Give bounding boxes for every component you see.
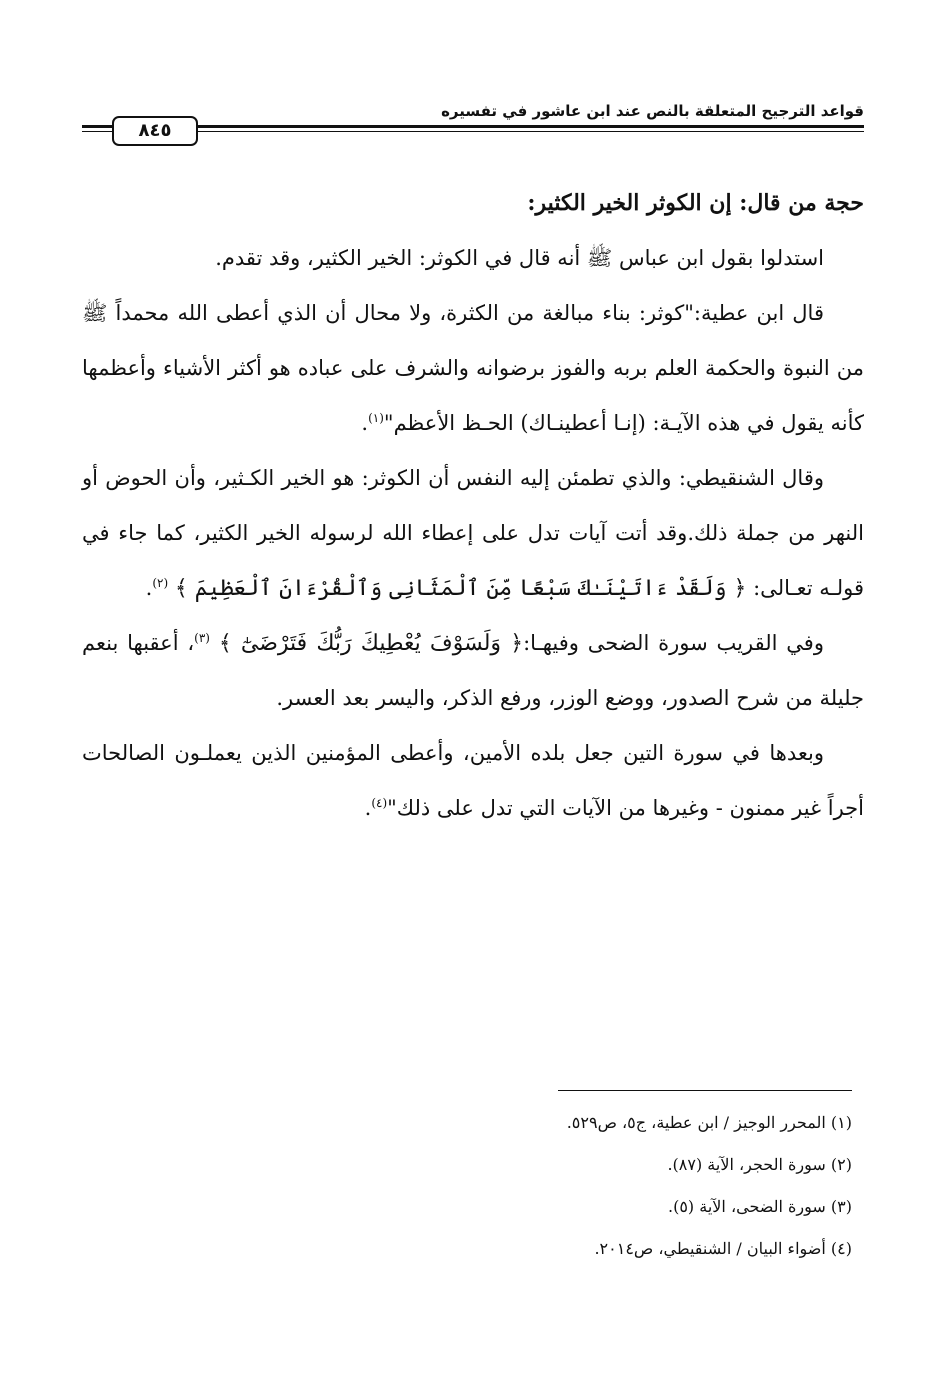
header-rule-thick xyxy=(82,125,864,128)
quran-verse: ﴿ وَلَقَدْ ءَاتَيْنَـٰكَ سَبْعًا مِّنَ ٱلْمَثَانِى وَٱلْقُرْءَانَ ٱلْعَظِيمَ ﴾ xyxy=(174,576,747,601)
paragraph-text: وبعدها في سورة التين جعل بلده الأمين، وأعطى المؤمنين الذين يعملـون الصالحات أجراً غير ممنون - وغيرها من الآيات التي تدل على ذلك" xyxy=(82,741,864,820)
paragraph-shanqiti: وقال الشنقيطي: والذي تطمئن إليه النفس أن الكوثر: هو الخير الكـثير، وأن الحوض أو النهر من جملة ذلك.وقد أتت آيات تدل على إعطاء الله لرسوله الخير الكثير، كما جاء في قولـه تعـالى: ﴿ وَلَقَدْ ءَاتَيْنَـٰكَ سَبْعًا مِّنَ ٱلْمَثَانِى وَٱلْقُرْءَانَ ٱلْعَظِيمَ ﴾ $^{(٢)}$. xyxy=(82,466,864,601)
quran-verse: ﴿ وَلَسَوْفَ يُعْطِيكَ رَبُّكَ فَتَرْضَىٰٓ ﴾ xyxy=(218,631,524,656)
footnote-ref: (١) xyxy=(368,411,384,425)
footnote-ref: (٢) xyxy=(152,576,169,590)
footnote-separator xyxy=(558,1090,852,1091)
paragraph-tin: وبعدها في سورة التين جعل بلده الأمين، وأعطى المؤمنين الذين يعملـون الصالحات أجراً غير ممنون - وغيرها من الآيات التي تدل على ذلك"$^{(٤)}$. xyxy=(82,741,864,820)
paragraph-ibn-abbas xyxy=(82,231,864,286)
page-number: ٨٤٥ xyxy=(112,116,198,146)
section-heading: حجة من قال: إن الكوثر الخير الكثير: xyxy=(527,190,864,216)
paragraph-duha xyxy=(82,616,864,726)
footnote-item: (٢) سورة الحجر، الآية (٨٧). xyxy=(667,1155,852,1174)
footnote-item: (١) المحرر الوجيز / ابن عطية، ج٥، ص٥٢٩. xyxy=(566,1113,852,1132)
footnote-ref: (٣) xyxy=(194,631,210,645)
paragraph-ibn-atiyya: قال ابن عطية:"كوثر: بناء مبالغة من الكثرة، ولا محال أن الذي أعطى الله محمداً ﷺ من النبوة والحكمة العلم بربه والفوز برضوانه والشرف على عباده هو أكثر الأشياء وأعظمها كأنه يقول في هذه الآيـة: (إنـا أعطينـاك) الحـظ الأعظم"$^{(١)}$. xyxy=(82,301,864,435)
paragraph-text: استدلوا بقول ابن عباس ﷺ أنه قال في الكوثر: الخير الكثير، وقد تقدم. xyxy=(215,246,824,270)
paragraph-text: ، أعقبها بنعم جليلة من شرح الصدور، ووضع الوزر، ورفع الذكر، واليسر بعد العسر. xyxy=(82,631,864,710)
header-rule-thin xyxy=(82,131,864,132)
paragraph-text: قال ابن عطية:"كوثر: بناء مبالغة من الكثرة، ولا محال أن الذي أعطى الله محمداً ﷺ من النبوة والحكمة العلم بربه والفوز برضوانه والشرف على عباده هو أكثر الأشياء وأعظمها كأنه يقول في هذه الآيـة: (إنـا أعطينـاك) الحـظ الأعظم" xyxy=(82,301,864,435)
footnotes xyxy=(82,1102,852,1270)
footnote-item: (٤) أضواء البيان / الشنقيطي، ص٢٠١٤. xyxy=(594,1239,852,1258)
paragraph-text: وقال الشنقيطي: والذي تطمئن إليه النفس أن الكوثر: هو الخير الكـثير، وأن الحوض أو النهر من جملة ذلك.وقد أتت آيات تدل على إعطاء الله لرسوله الخير الكثير، كما جاء في قولـه تعـالى: xyxy=(82,466,864,600)
main-text xyxy=(82,176,864,836)
footnote-item: (٣) سورة الضحى، الآية (٥). xyxy=(668,1197,852,1216)
running-header xyxy=(82,96,864,152)
header-title: قواعد الترجيح المتعلقة بالنص عند ابن عاشور في تفسيره xyxy=(441,102,864,120)
footnote-ref: (٤) xyxy=(371,796,388,810)
paragraph-text: وفي القريب سورة الضحى وفيهـا: xyxy=(523,631,824,655)
